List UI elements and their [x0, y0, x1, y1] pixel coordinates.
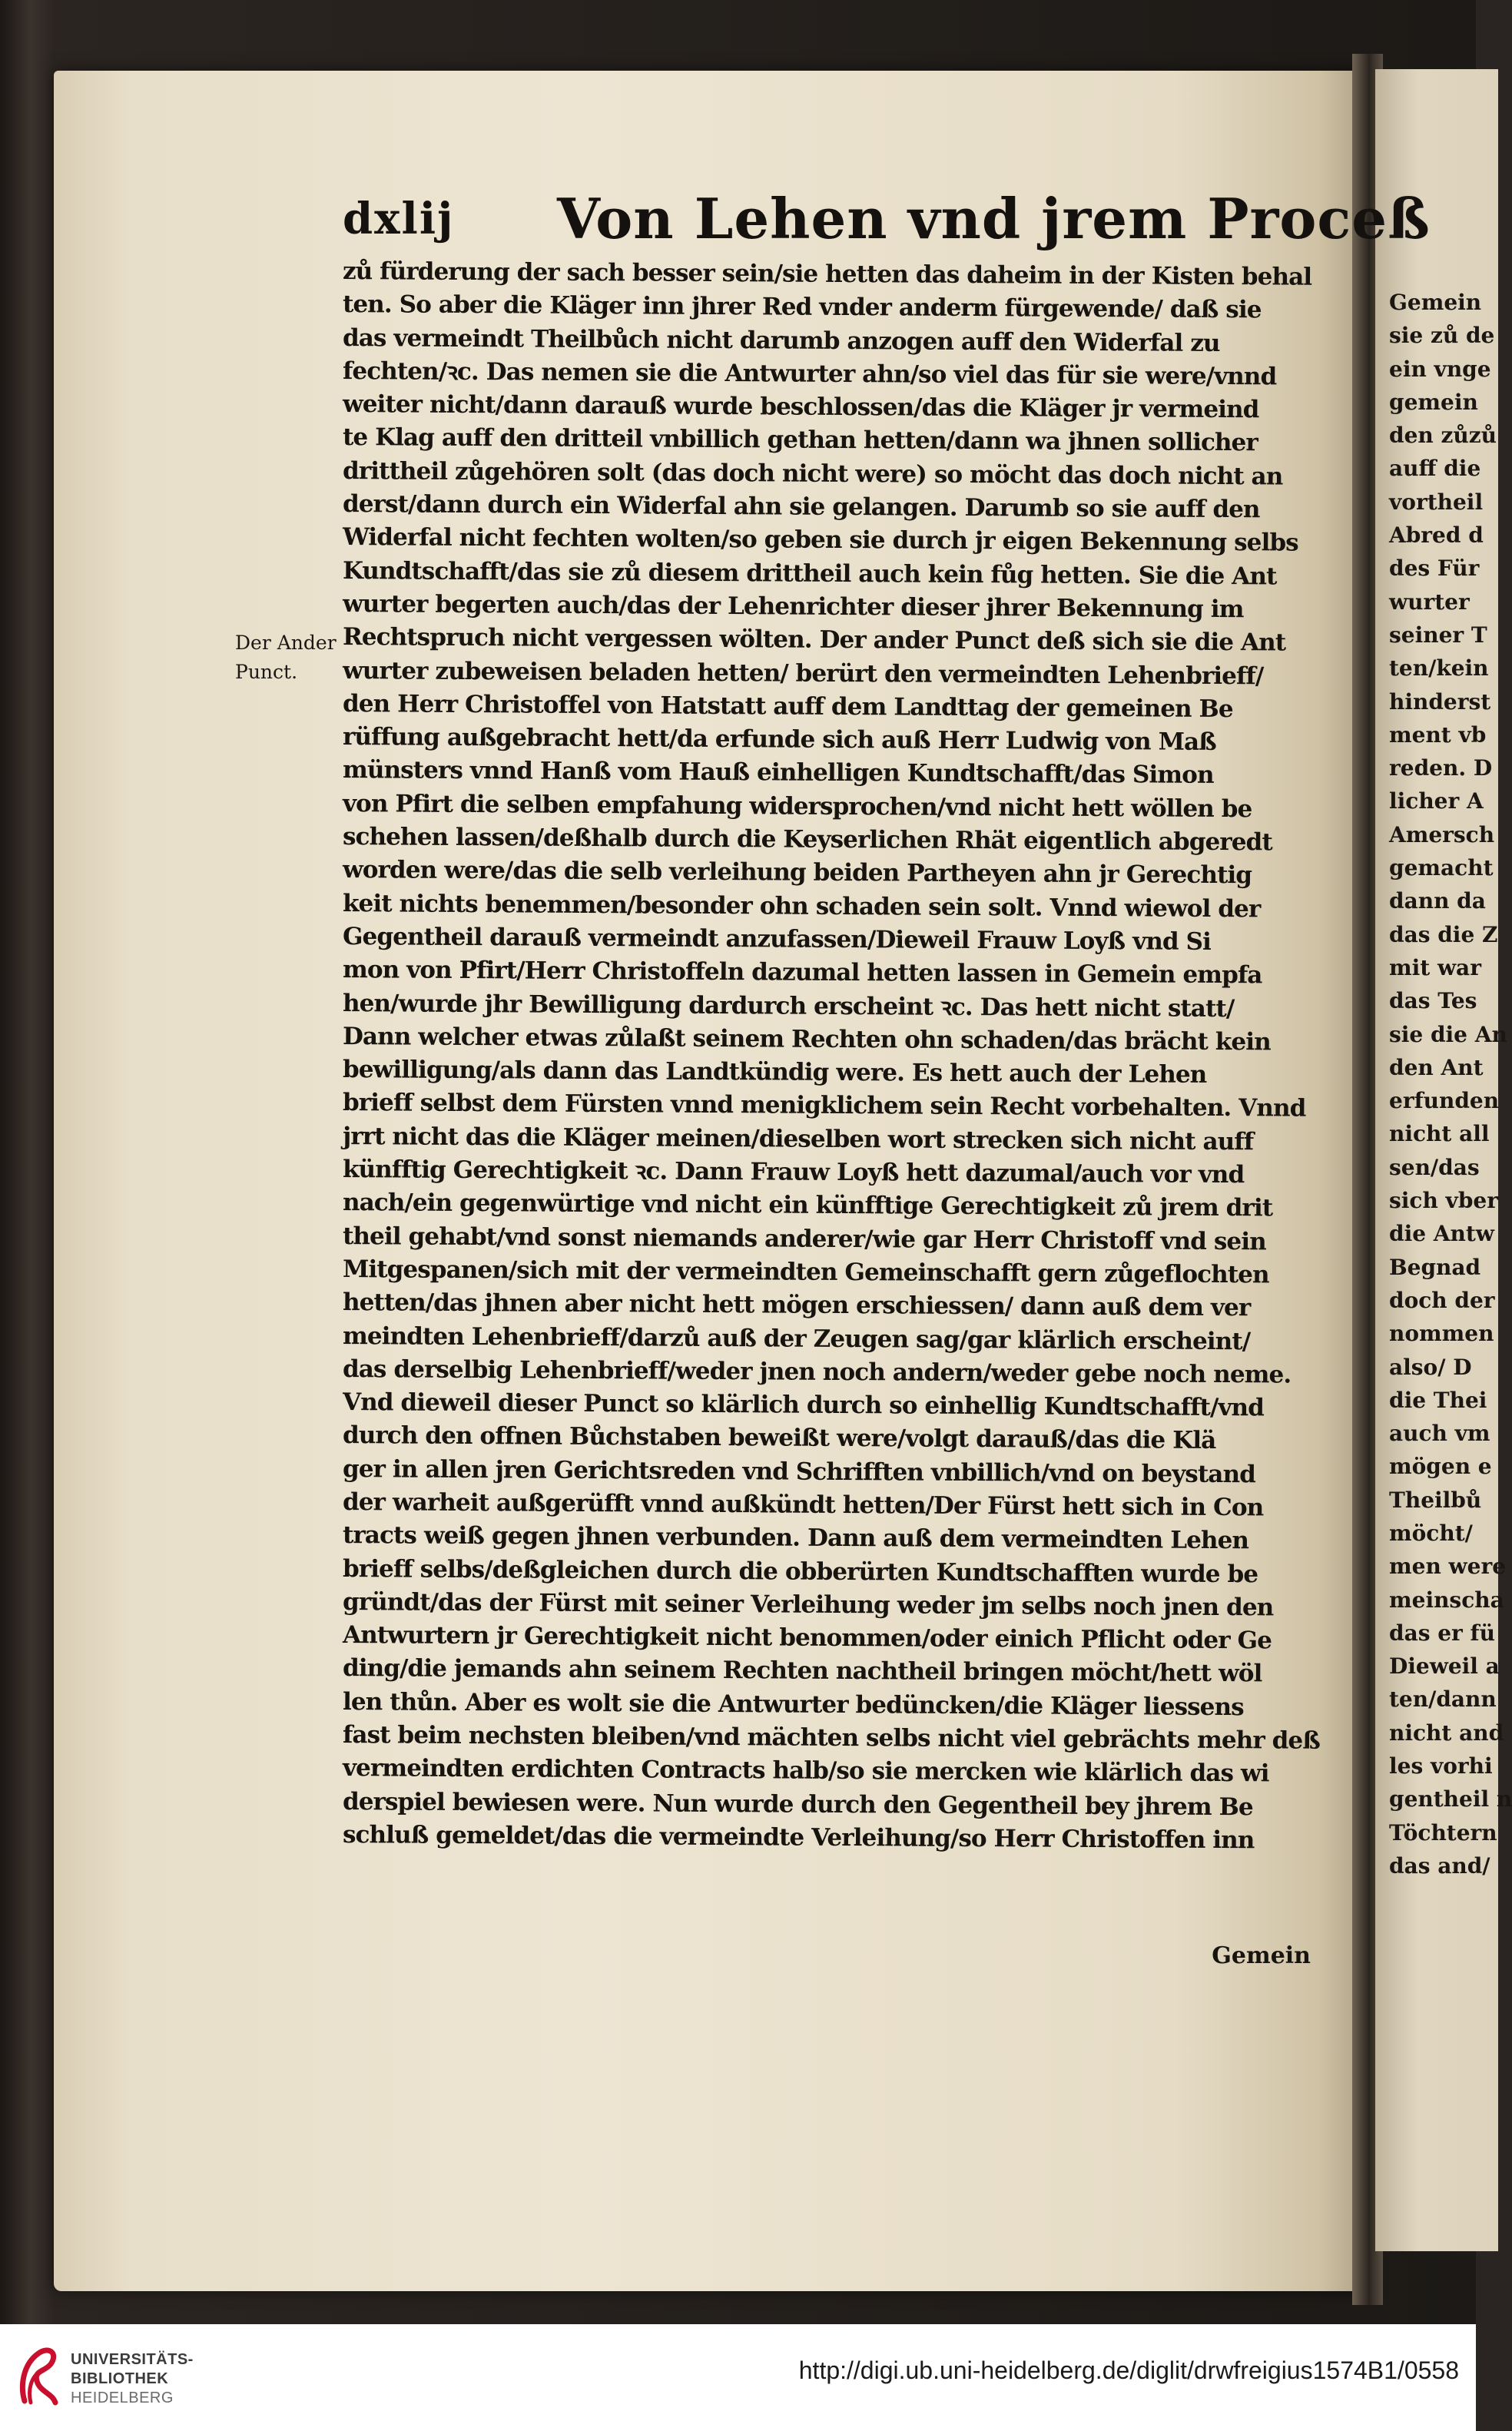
text-line: Kundtschafft/das sie zů diesem drittheil auch kein fůg hetten. Sie die Ant	[342, 556, 1277, 591]
right-page-line: die Thei	[1389, 1387, 1487, 1413]
right-page-line: Theilbů	[1389, 1487, 1482, 1513]
right-page-line: gemein	[1389, 389, 1478, 415]
right-page-line: sie zů de	[1389, 323, 1495, 349]
text-line: Gegentheil darauß vermeindt anzufassen/Dieweil Frauw Loyß vnd Si	[342, 922, 1212, 956]
text-line: derst/dann durch ein Widerfal ahn sie gelangen. Darumb so sie auff den	[342, 490, 1260, 524]
right-page-line: Amersch	[1389, 821, 1495, 847]
text-line: fast beim nechsten bleiben/vnd mächten selbs nicht viel gebrächts mehr deß	[342, 1721, 1321, 1755]
right-page-line: auch vm	[1389, 1421, 1490, 1447]
right-page-line: sie die An	[1389, 1021, 1507, 1047]
right-page-line: mögen e	[1389, 1454, 1492, 1480]
right-page-line: Gemein	[1389, 290, 1482, 315]
right-page-line: sich vber	[1389, 1188, 1498, 1214]
text-line: künfftig Gerechtigkeit ꝛc. Dann Frauw Loyß hett dazumal/auch vor vnd	[342, 1156, 1245, 1189]
right-page-line: vortheil	[1389, 489, 1484, 515]
text-line: das vermeindt Theilbůch nicht darumb anzogen auff den Widerfal zu	[342, 323, 1220, 357]
text-line: Mitgespanen/sich mit der vermeindten Gemeinschafft gern zůgeflochten	[342, 1255, 1269, 1289]
text-line: theil gehabt/vnd sonst niemands anderer/wie gar Herr Christoff vnd sein	[342, 1222, 1266, 1255]
text-line: ten. So aber die Kläger inn jhrer Red vnder anderm fürgewende/ daß sie	[342, 290, 1262, 324]
text-line: tracts weiß gegen jhnen verbunden. Dann auß dem vermeindten Lehen	[342, 1521, 1249, 1555]
text-line: der warheit außgerüfft vnnd außkündt hetten/Der Fürst hett sich in Con	[342, 1487, 1264, 1522]
right-page-line: die Antw	[1389, 1221, 1494, 1247]
folio-number: dxlij	[343, 194, 455, 244]
right-page-line: das and/	[1389, 1852, 1490, 1879]
right-page-line: nicht and	[1389, 1720, 1504, 1746]
right-page-line: das Tes	[1389, 988, 1477, 1014]
right-page-line: hinderst	[1389, 688, 1491, 715]
text-line: ger in allen jren Gerichtsreden vnd Schrifften vnbillich/vnd on beystand	[342, 1454, 1256, 1488]
text-line: derspiel bewiesen were. Nun wurde durch den Gegentheil bey jhrem Be	[342, 1787, 1253, 1821]
text-line: te Klag auff den dritteil vnbillich gethan hetten/dann wa jhnen sollicher	[342, 423, 1258, 457]
text-line: Dann welcher etwas zůlaßt seinem Rechten ohn schaden/das brächt kein	[342, 1022, 1271, 1056]
right-page-line: also/ D	[1389, 1354, 1472, 1380]
text-line: durch den offnen Bůchstaben beweißt were/volgt darauß/das die Klä	[342, 1421, 1216, 1455]
right-page-line: möcht/	[1389, 1520, 1473, 1546]
text-line: von Pfirt die selben empfahung widersprochen/vnd nicht hett wöllen be	[342, 789, 1252, 823]
text-line: weiter nicht/dann darauß wurde beschlossen/das die Kläger jr vermeind	[342, 390, 1259, 424]
text-line: meindten Lehenbrieff/darzů auß der Zeugen sag/gar klärlich erscheint/	[342, 1322, 1251, 1355]
right-page-line: seiner T	[1389, 622, 1487, 648]
library-name-line: UNIVERSITÄTS-	[71, 2351, 194, 2368]
right-page-line: den zůzů	[1389, 423, 1497, 449]
right-page-line: doch der	[1389, 1287, 1495, 1313]
permalink-url[interactable]: http://digi.ub.uni-heidelberg.de/diglit/drwfreigius1574B1/0558	[798, 2356, 1459, 2384]
text-line: worden were/das die selb verleihung beiden Partheyen ahn jr Gerechtig	[342, 856, 1252, 890]
text-line: zů fürderung der sach besser sein/sie hetten das daheim in der Kisten behal	[342, 257, 1312, 291]
right-page-text	[1389, 286, 1512, 1882]
text-line: vermeindten erdichten Contracts halb/so sie mercken wie klärlich das wi	[342, 1754, 1269, 1788]
marginal-note-line: Der Ander	[235, 632, 337, 654]
right-page-line: ment vb	[1389, 721, 1487, 748]
viewer-footer	[0, 2324, 1476, 2431]
text-line: mon von Pfirt/Herr Christoffeln dazumal hetten lassen in Gemein empfa	[342, 956, 1262, 990]
right-page-line: ten/kein	[1389, 655, 1489, 682]
text-line: drittheil zůgehören solt (das doch nicht were) so möcht das doch nicht an	[342, 456, 1283, 491]
text-line: fechten/ꝛc. Das nemen sie die Antwurter ahn/so viel das für sie were/vnnd	[342, 357, 1277, 391]
right-page-line: Töchtern	[1389, 1819, 1497, 1846]
text-line: jrrt nicht das die Kläger meinen/dieselben wort strecken sich nicht auff	[342, 1122, 1254, 1156]
text-line: ding/die jemands ahn seinem Rechten nachtheil bringen möcht/hett wöl	[342, 1654, 1262, 1688]
right-page-line: licher A	[1389, 788, 1484, 814]
text-line: hetten/das jhnen aber nicht hett mögen erschiessen/ dann auß dem ver	[342, 1288, 1251, 1322]
right-page-line: mit war	[1389, 954, 1481, 980]
right-page-line: gentheil n	[1389, 1786, 1512, 1812]
text-line: münsters vnnd Hanß vom Hauß einhelligen Kundtschafft/das Simon	[342, 756, 1214, 790]
text-line: schluß gemeldet/das die vermeindte Verleihung/so Herr Christoffen inn	[342, 1820, 1255, 1855]
running-head: Von Lehen vnd jrem Proceß	[557, 186, 1431, 251]
right-page-line: den Ant	[1389, 1054, 1484, 1080]
right-page-line: les vorhi	[1389, 1753, 1493, 1779]
text-line: gründt/das der Fürst mit seiner Verleihung weder jm selbs noch jnen den	[342, 1587, 1274, 1622]
right-page-line: nommen	[1389, 1321, 1494, 1347]
right-page-line: men were	[1389, 1554, 1507, 1580]
right-page-line: meinscha	[1389, 1587, 1504, 1613]
text-line: bewilligung/als dann das Landtkündig were. Es hett auch der Lehen	[342, 1056, 1207, 1089]
text-line: nach/ein gegenwürtige vnd nicht ein künfftige Gerechtigkeit zů jrem drit	[342, 1189, 1273, 1222]
right-page-line: gemacht	[1389, 855, 1494, 881]
library-name-line: HEIDELBERG	[71, 2390, 174, 2406]
text-line: hen/wurde jhr Bewilligung dardurch erscheint ꝛc. Das hett nicht statt/	[342, 989, 1235, 1023]
text-line: Rechtspruch nicht vergessen wölten. Der ander Punct deß sich sie die Ant	[342, 623, 1286, 657]
right-page-line: wurter	[1389, 589, 1470, 615]
right-page-line: Abred d	[1389, 522, 1484, 549]
right-page-line: auff die	[1389, 456, 1481, 482]
marginal-note-line: Punct.	[235, 661, 298, 683]
text-line: wurter begerten auch/das der Lehenrichter dieser jhrer Bekennung im	[342, 589, 1244, 624]
text-line: brieff selbst dem Fürsten vnnd menigklichem sein Recht vorbehalten. Vnnd	[342, 1089, 1306, 1123]
text-line: rüffung außgebracht hett/da erfunde sich auß Herr Ludwig von Maß	[342, 723, 1217, 757]
text-line: das derselbig Lehenbrieff/weder jnen noch andern/weder gebe noch neme.	[342, 1355, 1292, 1389]
right-page-line: Dieweil a	[1389, 1653, 1500, 1680]
text-line: keit nichts benemmen/besonder ohn schaden sein solt. Vnnd wiewol der	[342, 889, 1261, 923]
right-page-line: reden. D	[1389, 755, 1493, 781]
right-page-line: das er fü	[1389, 1620, 1495, 1646]
library-name	[71, 2350, 194, 2408]
right-page-line: erfunden	[1389, 1088, 1500, 1114]
marginal-note	[235, 628, 347, 687]
right-page-line: das die Z	[1389, 921, 1498, 947]
text-line: schehen lassen/deßhalb durch die Keyserlichen Rhät eigentlich abgeredt	[342, 823, 1272, 857]
text-line: Widerfal nicht fechten wolten/so geben sie durch jr eigen Bekennung selbs	[342, 523, 1298, 557]
text-line: Antwurtern jr Gerechtigkeit nicht benommen/oder einich Pflicht oder Ge	[342, 1621, 1272, 1655]
right-page-line: des Für	[1389, 556, 1480, 582]
body-text	[342, 255, 1321, 1855]
text-line: Vnd dieweil dieser Punct so klärlich durch so einhellig Kundtschafft/vnd	[342, 1388, 1265, 1422]
right-page-line: dann da	[1389, 888, 1486, 914]
text-line: brieff selbs/deßgleichen durch die obberürten Kundtschafften wurde be	[342, 1554, 1258, 1588]
right-page-line: ein vnge	[1389, 356, 1491, 382]
library-logo-icon	[17, 2347, 60, 2406]
right-page-line: sen/das	[1389, 1154, 1480, 1180]
right-page-line: ten/dann	[1389, 1686, 1497, 1713]
catchword: Gemein	[1212, 1942, 1311, 1969]
text-line: wurter zubeweisen beladen hetten/ berürt den vermeindten Lehenbrieff/	[342, 656, 1264, 690]
text-line: den Herr Christoffel von Hatstatt auff dem Landttag der gemeinen Be	[342, 689, 1233, 723]
right-page-line: nicht all	[1389, 1121, 1490, 1147]
text-line: len thůn. Aber es wolt sie die Antwurter bedüncken/die Kläger liessens	[342, 1687, 1244, 1721]
right-page-line: Begnad	[1389, 1254, 1481, 1280]
library-name-line: BIBLIOTHEK	[71, 2370, 169, 2387]
